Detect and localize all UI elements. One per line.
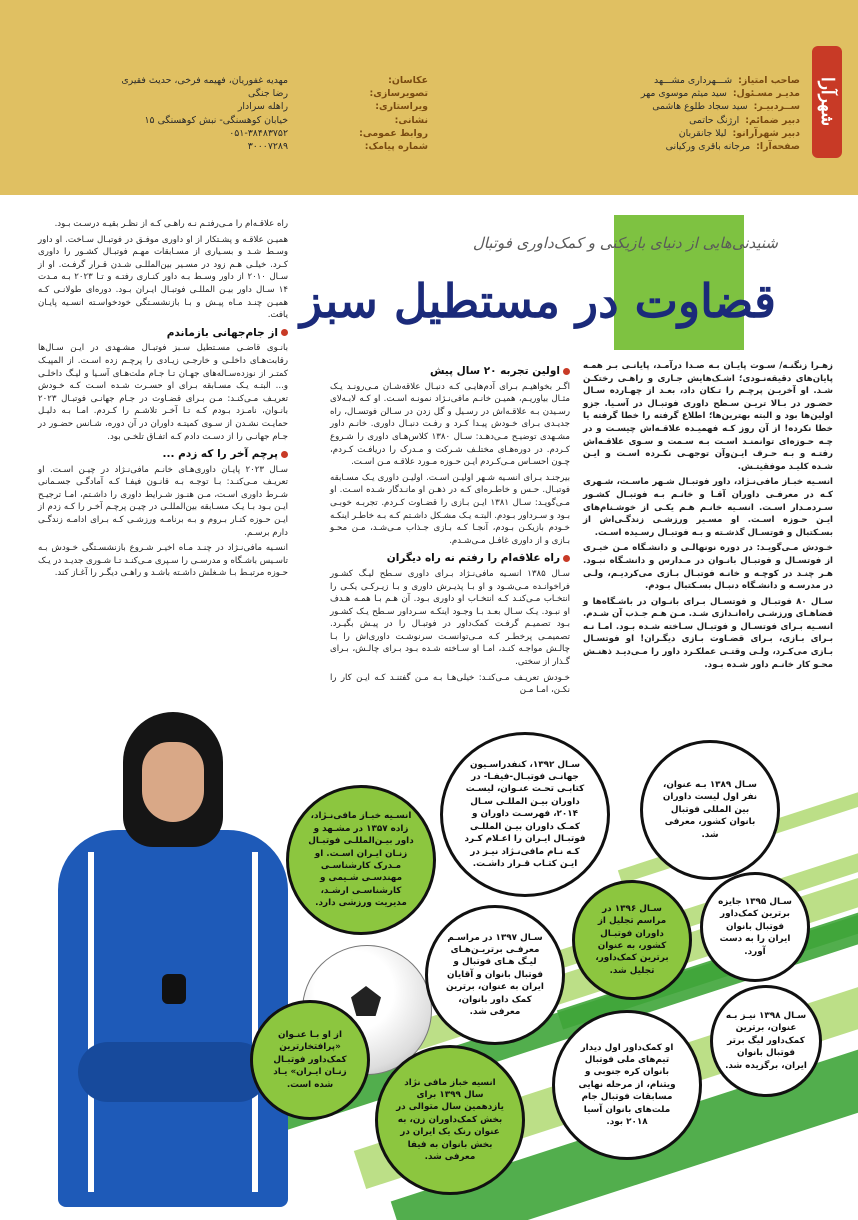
bubble-year-1395: [700, 872, 810, 982]
staff-value: خیابان کوهسنگی- نبش کوهسنگی ۱۵: [144, 114, 288, 126]
paragraph: اگـر بخواهیـم بـرای آدم‌هایـی کـه دنبـال علاقه‌شـان مـی‌رونـد یـک مثـال بیاوریـم، همیـن خانـم مافی‌نـژاد نمونـه اسـت. او کـه لابـه‌لای رسـیدن بـه علاقـه‌اش در رسـیل و گل زدن در سـالن فوتسـال، راه جدیـدی بـرای خـودش پیـدا کـرد و رفـت دنبـال داوری. خانـم داور مشـهدی توضیـح مـی‌دهـد: سـال ۱۳۸۰ کلاس‌هـای داوری را شـروع کـردم. در دوره‌هـای مختلـف شـرکت و مـدرک را دریافـت کـردم، چـون احسـاس مـی‌کـردم ایـن حـوزه مـورد علاقـه مـن اسـت.: [330, 381, 570, 468]
staff-list-secondary: [298, 74, 428, 153]
staff-row: [88, 114, 288, 127]
staff-row: [650, 74, 800, 87]
bubble-text: سـال ۱۳۹۵ جایزه برترین کمک‌داور فوتبال بانوان ایران را به دست آورد.: [718, 896, 792, 957]
staff-row: [88, 87, 288, 100]
staff-value: ۰۵۱-۳۸۴۸۳۷۵۲: [229, 127, 288, 139]
staff-row: [650, 114, 800, 127]
staff-value: ۳۰۰۰۷۲۸۹: [247, 141, 288, 153]
staff-label: شماره پیامک:: [364, 141, 428, 153]
article-title: قضاوت در مستطیل سبز: [300, 274, 776, 328]
jacket-stripe: [88, 852, 94, 1192]
paragraph: سـال ۱۳۸۵ انسـیه مافی‌نـژاد بـرای داوری سـطح لیـگ کشـور فراخوانـده مـی‌شـود و او بـا پذیـرش داوری و بـا زیـرکـی یکـی را انتخـاب مـی‌کنـد کـه انتخـاب او داوری بـود. آن هـم بـا همـه هـدف او نبـود. یـک سـال بعـد بـا وجـود اینکـه سـرداور سـطح یـک کشـور بـود تصمیـم گرفـت کمک‌داور در فوتبـال را در پیـش بگیـرد. تصمیمـی پرخطـر کـه مـی‌توانسـت سرنوشـت داوری‌اش را بـا چالـش مواجـه کنـد، امـا او سـاخته شـده بـود بـرای چالـش، بـرای گـذار از سختی.: [330, 568, 570, 668]
paragraph: سـال ۲۰۲۳ پایـان داوری‌هـای خانـم مافی‌نـژاد در چیـن اسـت. او تعریـف مـی‌کنـد: بـا توجـه بـه قانـون فیفـا کـه آمادگـی جسـمانی شـرط داوری اسـت، مـن هنـوز شـرایط داوری را داشـتم، امـا ترجیـح ایـن بـود بـا یـک مسـابقه بین‌المللـی در چیـن پرچـم آخـر را کـه زدم از ایـن حـوزه کنـار بـروم و بـه برنامـه ورزشـی کـه بـرای ادامـه زندگـی دارم برسـم.: [38, 464, 289, 538]
intro-text: اشـک‌هایش جـاری و راهـی رختکـن شـد. او آخریـن پرچـم را تـکان داد، بعـد از چهـارده سـال حضـور در بـالا تریـن سـطح داوری فوتبـال در آسـیا. جزو اولین‌ها بود و البته بهترین‌ها؛ اطلاع گرفته را خطا گرفته یا خطا نکرده! از آن روز کـه فهمیـده علاقـه‌اش چیسـت و در چـه حـوزه‌ای توانمنـد اسـت بـه سـمت و سـوی علاقـه‌اش رفتـه و بـه حـرف ایـن‌وآن توجهـی نکـرده اسـت و ایـن شـده کلیـد موفقیتـش.: [583, 373, 833, 472]
article-column-middle: [330, 360, 570, 700]
staff-row: [88, 100, 288, 113]
article-column-left: [38, 218, 288, 583]
staff-value: راهله سرادار: [237, 101, 288, 113]
staff-row: [298, 140, 428, 153]
jacket-stripe: [252, 852, 258, 1192]
paragraph: انسـیه خبـاز مافی‌نـژاد، داور فوتبـال شـهر ماسـت، شـهری کـه در معرفـی داوران آقـا و خانـم بـه فوتبـال کشـور سـردمـدار اسـت. انسـیه خانـم هـم یکـی از خوشـنام‌های ایـن حـوزه اسـت. او مسـیر ورزشـی زندگـی‌اش از بسـکتبال و فوتسـال گذشـته و بـه فوتبـال رسـیده اسـت.: [583, 477, 833, 538]
staff-label: صاحب امتیاز:: [738, 75, 800, 86]
bubble-asia-cup: [552, 1010, 702, 1160]
staff-row: [650, 140, 800, 153]
staff-label: دبیر ضمائم:: [745, 114, 800, 126]
bubble-year-1397: [425, 905, 565, 1045]
staff-label: تصویرسازی:: [369, 88, 428, 100]
staff-label: روابط عمومی:: [359, 127, 428, 139]
section-heading-text: اولین تجربه ۲۰ سال پیش: [429, 365, 560, 377]
section-heading: [38, 448, 288, 461]
staff-row: [640, 87, 800, 100]
bubble-text: سـال ۱۳۹۲، کنفدراسـیون جهانـی فوتبـال-فیفـا- در کتابـی تحـت عنـوان، لیسـت داوران بیـن المللـی سـال ۲۰۱۴، فهرسـت داوران و کمـک داوران بیـن المللـی فوتبـال ایـران را اعـلام کـرد کـه نـام مافی‌نـژاد نیـز در ایـن کتـاب قـرار داشـت.: [464, 759, 586, 869]
staff-label: عکاسان:: [388, 75, 428, 86]
staff-label: صفحه‌آرا:: [756, 141, 800, 153]
section-heading: [330, 365, 570, 378]
paragraph: خـودش مـی‌گویـد: در دوره نونهالـی و دانشـگاه مـن خبـری از فوتسـال و فوتبـال بانـوان در مـدارس و دانشـگاه نبـود. هـر چنـد در کوچـه و خانـه فوتبـال بـازی می‌کردیـم، ولـی در مدرسـه و دانشـگاه دنبـال بسـکتبال بـودم.: [583, 543, 833, 592]
bullet-icon: [281, 451, 288, 458]
paragraph: خـودش تعریـف مـی‌کنـد: خیلی‌هـا بـه مـن گفتنـد کـه ایـن کار را نکـن، امـا مـن: [330, 672, 570, 696]
bubble-text: انسـیه خبـاز مافی‌نـژاد، زاده ۱۳۵۷ در مشـهد و داور بیـن‌المللـی فوتبـال زنـان ایـران اسـت. او مـدرک کارشناسـی مهندسـی شـیمی و کارشناسـی ارشـد، مدیریت ورزشی دارد.: [308, 811, 414, 909]
face-shape: [142, 742, 204, 822]
staff-value: مرجانه باقری ورکیانی: [665, 141, 751, 153]
staff-value: شـــهرداری مشـــهد: [654, 75, 733, 86]
bullet-icon: [563, 368, 570, 375]
bubble-text: او کمک‌داور اول دیدار تیم‌های ملی فوتبال بانوان کره جنوبی و ویتنام، از مرحله نهایی مسابقات فوتبال جام ملت‌های بانوان آسیا ۲۰۱۸ بود.: [578, 1042, 676, 1128]
paragraph: همیـن علاقـه و پشـتکار از او داوری موفـق در فوتبـال سـاخت. او داور وسـط شـد و بسـیاری از مسـابقات مهـم فوتبـال کشـور را داوری کـرد. خیلـی هـم زود در مسـیر بین‌المللـی شـدن قـرار گرفـت. او از سـال ۲۰۱۰ از داور وسـط بـه داور کنـاری رفتـه و تـا ۲۰۲۳ بـه مـدت ۱۴ سـال داور بیـن المللـی فوتبـال ایـران بـود. دوره‌ای طولانـی کـه همیـن چنـد مـاه پیـش و بـا بازنشسـتگی خودخواسـته انسـیه پایـان یافت.: [38, 234, 289, 321]
article-column-right: [583, 360, 833, 674]
bubble-text: سـال ۱۳۹۶ در مراسم تجلیل از داوران فوتبـال کشور، به عنوان برترین کمک‌داور، تجلیل شد.: [595, 903, 669, 976]
bubble-text: سـال ۱۳۹۸ نیـز بـه عنوان، برترین کمک‌داور لیگ برتر فوتبال بانوان ایران، برگزیده شد.: [725, 1010, 807, 1071]
staff-row: [88, 140, 288, 153]
staff-row: [298, 127, 428, 140]
paragraph: [583, 360, 833, 473]
referee-photo: [58, 712, 288, 1207]
section-heading: [330, 552, 570, 565]
staff-row: [298, 100, 428, 113]
bubble-year-1399: [375, 1045, 525, 1195]
section-heading: [38, 327, 288, 340]
publication-logo: شهرآرا: [812, 46, 842, 158]
section-heading-text: پرچم آخر را که زدم ...: [162, 448, 278, 461]
staff-label: ســردبیـر:: [753, 101, 800, 113]
article-lead: زهـرا زنگنـه/ سـوت پایـان بـه صـدا درآمـد، پایانـی بـر همـه پایان‌های دقیقه‌نـودی؛: [583, 361, 834, 384]
section-heading-text: راه علاقه‌ام را رفتم نه راه دیگران: [386, 552, 560, 565]
bullet-icon: [563, 555, 570, 562]
article-subtitle: شنیدنی‌هایی از دنیای بازیکنی و کمک‌داوری فوتبال: [472, 234, 778, 252]
bubble-honor: [250, 1000, 370, 1120]
staff-row: [298, 87, 428, 100]
staff-row: [88, 74, 288, 87]
paragraph: سـال ۸۰ فوتبـال و فوتسـال بـرای بانـوان در باشـگاه‌ها و فضاهـای ورزشـی راه‌انـدازی شـد. مـن هـم جـذب آن شـدم. انسـیه بـرای فوتسـال و فوتبـال سـاخته شـده بـود. امـا نـه بـرای بـازی، بـرای قضـاوت بـازی دیگـران! او فوتسـال بـازی می‌کـرد، ولـی وقتـی عملکـرد داور را مـی‌دیـد ذهنـش محـو کار خانـم داور شـده بـود.: [583, 596, 833, 670]
staff-list-primary: [640, 74, 800, 153]
staff-label: نشانی:: [394, 114, 428, 126]
staff-value: سید میثم موسوی مهر: [640, 88, 727, 100]
staff-row: [650, 100, 800, 113]
arms-shape: [78, 1042, 268, 1102]
bubble-text: انسیه خباز مافی نژاد سال ۱۳۹۹ برای یازدهمین سال متوالی در بخش کمک‌داوران زن، به عنوان رنک یک ایران در بخش بانوان به فیفا معرفی شد.: [396, 1077, 504, 1163]
paragraph: راه علاقـه‌ام را مـی‌رفتـم نـه راهـی کـه از نظـر بقیـه درسـت بـود.: [54, 219, 288, 229]
paragraph: بیرجنـد بـرای انسـیه شـهر اولیـن اسـت. اولیـن داوری یـک مسـابقه فوتبـال. حـس و خاطـره‌ای کـه در ذهـن او مانـدگار شـده اسـت. او مـی‌گویـد: سـال ۱۳۸۱ ایـن بـازی را قضـاوت کـردم. تجربـه خوبـی بـود و سـرداور بـودم. البتـه یـک مشـکل داشـتم کـه بـه خاطـر اینکـه خـودم بازیکـن بـودم، آنجـا کـه بـازی جـذاب مـی‌شـد، مـن محـو بـازی و از داوری غافـل مـی‌شـدم.: [330, 472, 570, 546]
staff-row: [88, 127, 288, 140]
paragraph: انسـیه مافی‌نـژاد در چنـد مـاه اخیـر شـروع بازنشسـتگی خـودش بـه تاسـیس باشـگاه و مدرسـی را سـپری مـی‌کنـد تـا شـوری جدیـد در یـک حـوزه مرتبـط بـا شـغلش داشـته باشـد و راهـی دیگـر را آغـاز کند.: [38, 543, 288, 579]
staff-row: [298, 74, 428, 87]
staff-value: سید سجاد طلوع هاشمی: [652, 101, 748, 113]
bubble-bio: [286, 785, 436, 935]
bubble-text: از او بـا عنـوان «پرافتخارترین کمک‌داور فوتبـال زنـان ایـران» یـاد شده است.: [273, 1029, 347, 1090]
staff-label: ویراستاری:: [375, 101, 428, 113]
bubble-year-1389: [640, 740, 780, 880]
staff-value: مهدیه غفوریان، فهیمه فرخی، حدیث فقیری: [121, 75, 288, 86]
bubble-text: سـال ۱۳۹۷ در مراسـم معرفـی برتریـن‌هـای لیـگ هـای فوتبال و فوتبال بانوان و آقایان ایران به عنوان، برترین کمک داور بانوان، معرفی شد.: [446, 932, 544, 1018]
staff-label: مدیـر مسـئول:: [732, 88, 800, 100]
bubble-text: سـال ۱۳۸۹ بـه عنوان، نفر اول لیست داوران بین المللی فوتبال بانوان کشور، معرفی شد.: [662, 779, 758, 840]
staff-value: ارژنگ حاتمی: [689, 114, 740, 126]
bullet-icon: [281, 329, 288, 336]
section-heading-text: از جام‌جهانی بازماندم: [166, 326, 278, 339]
paragraph: بانـوی قاضـی مسـتطیل سـبز فوتبـال مشـهدی در ایـن سـال‌ها رقابت‌هـای داخلـی و خارجـی زیـادی را پرچـم زده اسـت. از المپیـک کمتـر از نوزده‌سـاله‌های جهـان تـا جـام ملت‌هـای آسـیا و لیـگ داخلـی و... البتـه یـک مسـابقه بـرای او حسـرت شـده اسـت کـه خـودش تعریـف مـی‌کنـد: مـن بـرای قضـاوت در جـام جهانـی فوتبـال ۲۰۲۳ بانـوان، نامـزد بـودم کـه تـا آخـر تلاشـم را کـردم. امـا بـه دلیـل حمایـت نشـدن از سـوی کمیتـه داوران در آن دوره، شـانس حضـور در جـام جهانـی را از دسـت دادم کـه اتفـاق تلخـی بود.: [38, 343, 288, 442]
staff-value: رضا جنگی: [248, 88, 288, 100]
staff-value: لیلا جانقربان: [678, 127, 727, 139]
staff-row: [298, 114, 428, 127]
staff-row: [650, 127, 800, 140]
bubble-year-1392: [440, 732, 610, 897]
bubble-year-1398: [710, 985, 822, 1097]
watch-icon: [162, 974, 186, 1004]
bubble-year-1396: [572, 880, 692, 1000]
staff-values-secondary: [88, 74, 288, 153]
staff-label: دبیر شهرآرانو:: [732, 127, 800, 139]
